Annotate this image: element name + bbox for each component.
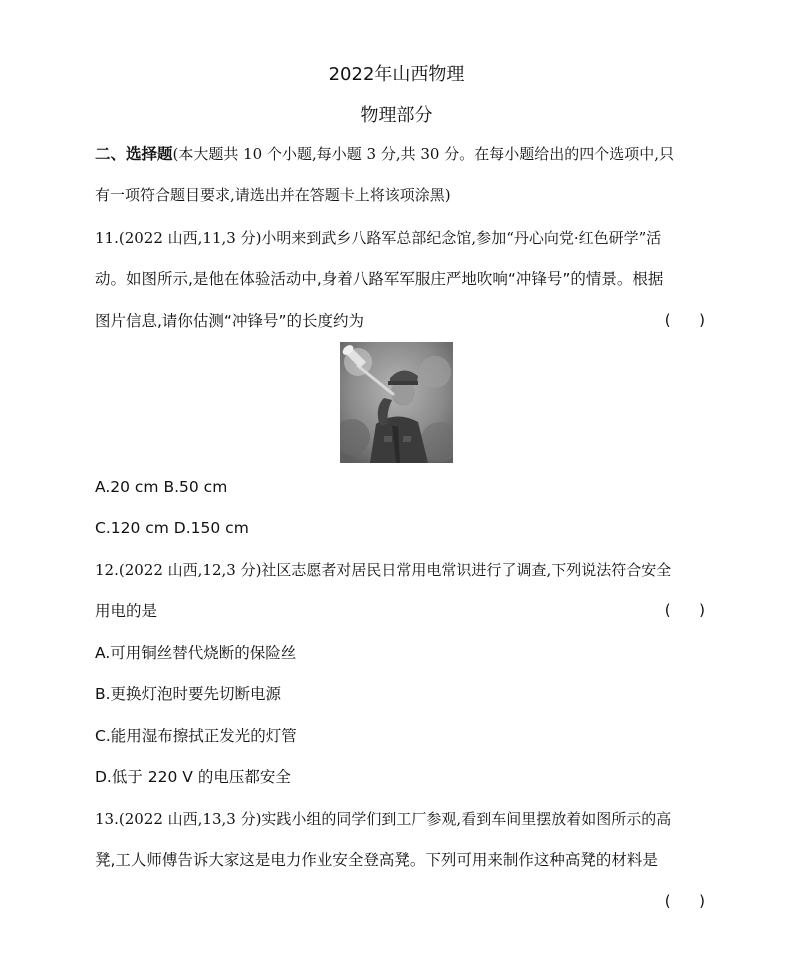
q12-stem-line-1: 12.(2022 山西,12,3 分)社区志愿者对居民日常用电常识进行了调查,下列说法符合安全 (95, 561, 672, 579)
q12-option-c: C.能用湿布擦拭正发光的灯管 (95, 727, 297, 745)
bugle-player-photo (340, 342, 453, 463)
q11-stem-line-1: 11.(2022 山西,11,3 分)小明来到武乡八路军总部纪念馆,参加“丹心向党·红色研学”活 (95, 229, 662, 247)
q11-options-line-1: A.20 cm B.50 cm (95, 478, 228, 496)
q12-stem-line-2: 用电的是 (95, 602, 158, 620)
q11-answer-bracket: ( ) (664, 311, 705, 329)
section-instruction-line-2: 有一项符合题目要求,请选出并在答题卡上将该项涂黑) (95, 186, 451, 204)
section-heading: 二、选择题 (95, 145, 173, 163)
q13-answer-bracket: ( ) (664, 892, 705, 910)
q12-option-b: B.更换灯泡时要先切断电源 (95, 685, 282, 703)
q13-stem-line-2: 凳,工人师傅告诉大家这是电力作业安全登高凳。下列可用来制作这种高凳的材料是 (95, 851, 658, 869)
section-instruction-line-1 (95, 144, 705, 164)
q12-option-a: A.可用铜丝替代烧断的保险丝 (95, 644, 297, 662)
q12-option-d: D.低于 220 V 的电压都安全 (95, 768, 291, 786)
q11-stem-line-2: 动。如图所示,是他在体验活动中,身着八路军军服庄严地吹响“冲锋号”的情景。根据 (95, 270, 664, 288)
bugle-player-photo-icon (340, 342, 453, 463)
q11-stem-line-3: 图片信息,请你估测“冲锋号”的长度约为 (95, 312, 364, 330)
section-instruction-text: (本大题共 10 个小题,每小题 3 分,共 30 分。在每小题给出的四个选项中,只 (172, 145, 675, 163)
q13-stem-line-1: 13.(2022 山西,13,3 分)实践小组的同学们到工厂参观,看到车间里摆放着如图所示的高 (95, 810, 672, 828)
q11-options-line-2: C.120 cm D.150 cm (95, 519, 249, 537)
page-title: 2022年山西物理 (328, 64, 465, 85)
q12-answer-bracket: ( ) (664, 601, 705, 619)
page-subtitle: 物理部分 (360, 105, 433, 126)
